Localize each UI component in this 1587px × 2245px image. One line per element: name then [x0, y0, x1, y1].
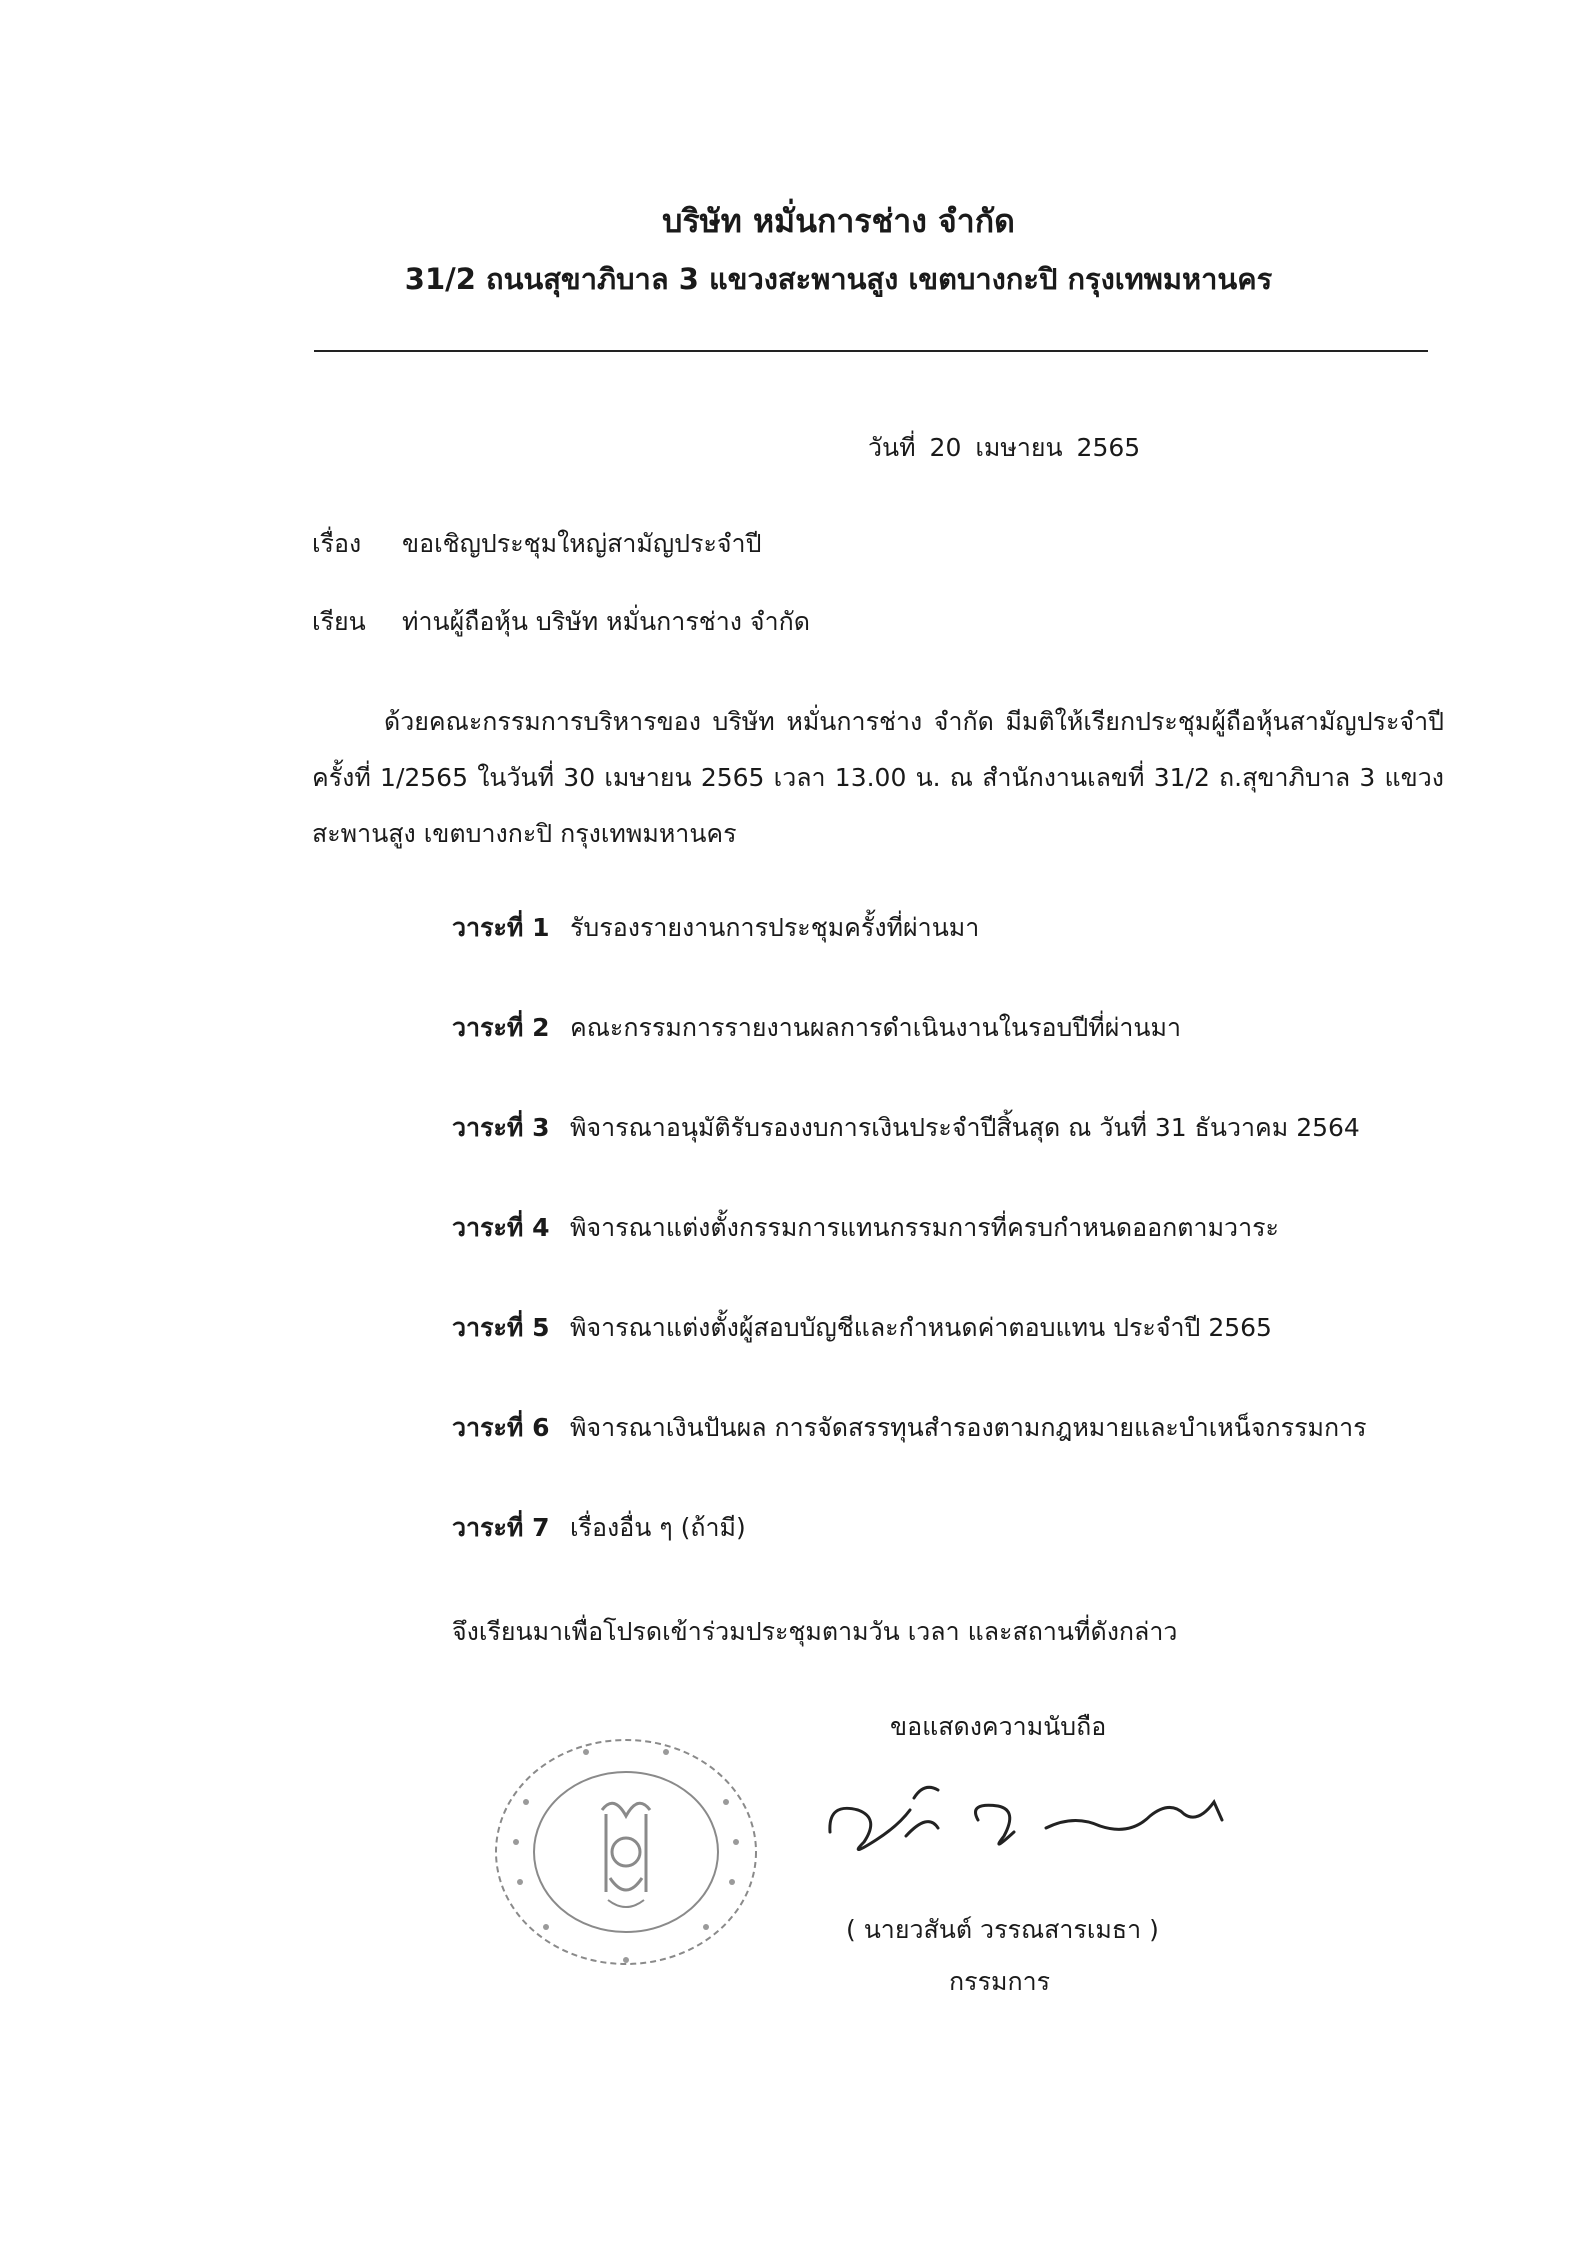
agenda-item — [452, 1308, 1452, 1408]
agenda-list — [452, 908, 1452, 1608]
agenda-text: เรื่องอื่น ๆ (ถ้ามี) — [570, 1513, 746, 1542]
subject-label: เรื่อง — [312, 529, 362, 558]
agenda-item — [452, 1008, 1452, 1108]
agenda-number: วาระที่ 3 — [452, 1113, 550, 1142]
agenda-number: วาระที่ 6 — [452, 1413, 550, 1442]
agenda-text: พิจารณาแต่งตั้งผู้สอบบัญชีและกำหนดค่าตอบแทน ประจำปี 2565 — [570, 1313, 1272, 1342]
recipient-value: ท่านผู้ถือหุ้น บริษัท หมั่นการช่าง จำกัด — [402, 607, 810, 636]
agenda-number: วาระที่ 7 — [452, 1513, 550, 1542]
agenda-item — [452, 1408, 1452, 1508]
agenda-item — [452, 1508, 1452, 1608]
agenda-number: วาระที่ 5 — [452, 1313, 550, 1342]
signer-name: ( นายวสันต์ วรรณสารเมธา ) — [846, 1915, 1159, 1944]
agenda-text: รับรองรายงานการประชุมครั้งที่ผ่านมา — [570, 913, 980, 942]
signer-title: กรรมการ — [949, 1967, 1051, 1996]
company-name: บริษัท หมั่นการช่าง จำกัด — [662, 202, 1015, 240]
signature-icon — [818, 1762, 1238, 1862]
agenda-number: วาระที่ 4 — [452, 1213, 550, 1242]
agenda-text: พิจารณาอนุมัติรับรองงบการเงินประจำปีสิ้นสุด ณ วันที่ 31 ธันวาคม 2564 — [570, 1113, 1360, 1142]
recipient-row — [312, 602, 810, 642]
header-divider — [314, 350, 1428, 352]
agenda-text: พิจารณาแต่งตั้งกรรมการแทนกรรมการที่ครบกำหนดออกตามวาระ — [570, 1213, 1279, 1242]
agenda-item — [452, 908, 1452, 1008]
company-seal-icon — [486, 1732, 766, 1972]
agenda-item — [452, 1208, 1452, 1308]
closing-line: จึงเรียนมาเพื่อโปรดเข้าร่วมประชุมตามวัน เวลา และสถานที่ดังกล่าว — [452, 1617, 1178, 1646]
company-address: 31/2 ถนนสุขาภิบาล 3 แขวงสะพานสูง เขตบางกะปิ กรุงเทพมหานคร — [404, 262, 1273, 296]
agenda-text: พิจารณาเงินปันผล การจัดสรรทุนสำรองตามกฎหมายและบำเหน็จกรรมการ — [570, 1413, 1367, 1442]
body-paragraph: ด้วยคณะกรรมการบริหารของ บริษัท หมั่นการช่าง จำกัด มีมติให้เรียกประชุมผู้ถือหุ้นสามัญประจำปี ครั้งที่ 1/2565 ในวันที่ 30 เมษายน 2565 เวลา 13.00 น. ณ สำนักงานเลขที่ 31/2 ถ.สุขาภิบาล 3 แขวงสะพานสูง เขตบางกะปิ กรุงเทพมหานคร — [312, 707, 1444, 848]
agenda-text: คณะกรรมการรายงานผลการดำเนินงานในรอบปีที่ผ่านมา — [570, 1013, 1182, 1042]
agenda-number: วาระที่ 2 — [452, 1013, 550, 1042]
regards-line: ขอแสดงความนับถือ — [890, 1712, 1107, 1741]
subject-value: ขอเชิญประชุมใหญ่สามัญประจำปี — [402, 529, 762, 558]
letter-date: วันที่ 20 เมษายน 2565 — [868, 433, 1141, 462]
recipient-label: เรียน — [312, 607, 366, 636]
agenda-item — [452, 1108, 1452, 1208]
subject-row — [312, 524, 761, 564]
agenda-number: วาระที่ 1 — [452, 913, 550, 942]
